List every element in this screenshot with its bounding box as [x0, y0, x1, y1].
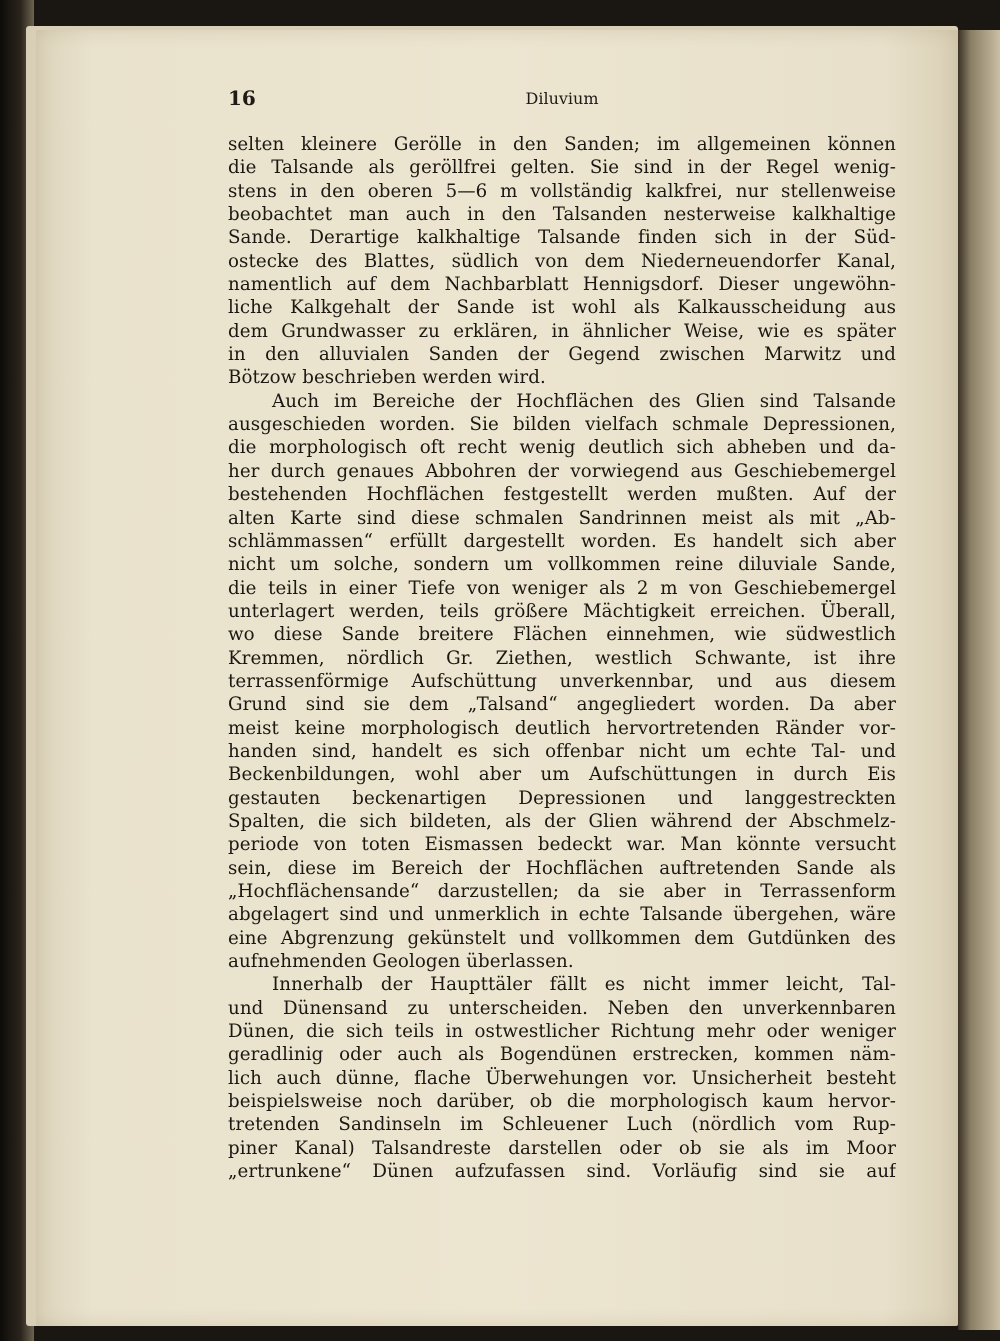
text-line: gestauten beckenartigen Depressionen und langgestreckten: [228, 787, 896, 809]
text-line: stens in den oberen 5—6 m vollständig kalkfrei, nur stellenweise: [228, 180, 896, 202]
text-line: dem Grundwasser zu erklären, in ähnlicher Weise, wie es später: [228, 320, 896, 342]
text-line: Kremmen, nördlich Gr. Ziethen, westlich Schwante, ist ihre: [228, 647, 896, 669]
text-line: liche Kalkgehalt der Sande ist wohl als Kalkausscheidung aus: [228, 297, 896, 319]
text-line: und Dünensand zu unterscheiden. Neben den unverkennbaren: [228, 997, 896, 1019]
text-line: piner Kanal) Talsandreste darstellen oder ob sie als im Moor: [228, 1137, 896, 1159]
text-line: periode von toten Eismassen bedeckt war. Man könnte versucht: [228, 834, 896, 856]
paragraph-start-line: Auch im Bereiche der Hochflächen des Glien sind Talsande: [272, 390, 896, 412]
running-head: Diluvium: [525, 89, 599, 108]
text-line: „ertrunkene“ Dünen aufzufassen sind. Vorläufig sind sie auf: [228, 1161, 896, 1183]
text-line: „Hochflächensande“ darzustellen; da sie aber in Terrassenform: [228, 881, 896, 902]
text-line: handen sind, handelt es sich offenbar nicht um echte Tal- und: [228, 740, 896, 762]
text-line: alten Karte sind diese schmalen Sandrinnen meist als mit „Ab-: [228, 507, 896, 529]
text-line: abgelagert sind und unmerklich in echte Talsande übergehen, wäre: [228, 904, 896, 926]
text-line: Sande. Derartige kalkhaltige Talsande finden sich in der Süd-: [228, 227, 896, 249]
text-line: die morphologisch oft recht wenig deutlich sich abheben und da-: [228, 437, 896, 459]
text-line: die teils in einer Tiefe von weniger als 2 m von Geschiebemergel: [228, 577, 896, 599]
text-line: sein, diese im Bereich der Hochflächen auftretenden Sande als: [228, 857, 896, 879]
facing-page-edge: [958, 30, 1000, 1330]
body-text: [228, 133, 896, 1183]
text-line: namentlich auf dem Nachbarblatt Hennigsdorf. Dieser ungewöhn-: [228, 274, 896, 296]
text-line: Dünen, die sich teils in ostwestlicher Richtung mehr oder weniger: [228, 1021, 896, 1043]
text-line: Grund sind sie dem „Talsand“ angegliedert worden. Da aber: [228, 694, 896, 716]
text-line: beispielsweise noch darüber, ob die morphologisch kaum hervor-: [228, 1091, 896, 1113]
text-line: aufnehmenden Geologen überlassen.: [228, 951, 574, 973]
paragraph-start-line: Innerhalb der Haupttäler fällt es nicht immer leicht, Tal-: [272, 974, 896, 996]
text-line: wo diese Sande breitere Flächen einnehmen, wie südwestlich: [228, 624, 896, 646]
text-line: lich auch dünne, flache Überwehungen vor. Unsicherheit besteht: [228, 1067, 896, 1089]
text-line: meist keine morphologisch deutlich hervortretenden Ränder vor-: [228, 717, 896, 739]
text-line: die Talsande als geröllfrei gelten. Sie sind in der Regel wenig-: [228, 157, 896, 179]
text-line: ostecke des Blattes, südlich von dem Niederneuendorfer Kanal,: [228, 250, 896, 272]
text-line: tretenden Sandinseln im Schleuener Luch (nördlich vom Rup-: [228, 1114, 896, 1136]
text-line: Beckenbildungen, wohl aber um Aufschüttungen in durch Eis: [228, 764, 896, 786]
text-line: eine Abgrenzung gekünstelt und vollkommen dem Gutdünken des: [228, 927, 896, 949]
text-line: in den alluvialen Sanden der Gegend zwischen Marwitz und: [228, 344, 896, 366]
page-number: 16: [228, 86, 256, 110]
text-line: Spalten, die sich bildeten, als der Glien während der Abschmelz-: [228, 810, 896, 832]
text-line: selten kleinere Gerölle in den Sanden; im allgemeinen können: [228, 134, 896, 155]
text-line: geradlinig oder auch als Bogendünen erstrecken, kommen näm-: [228, 1044, 896, 1066]
text-line: beobachtet man auch in den Talsanden nesterweise kalkhaltige: [228, 204, 896, 226]
text-line: unterlagert werden, teils größere Mächtigkeit erreichen. Überall,: [228, 600, 896, 622]
text-line: nicht um solche, sondern um vollkommen reine diluviale Sande,: [228, 554, 896, 576]
text-line: her durch genaues Abbohren der vorwiegend aus Geschiebemergel: [228, 460, 896, 482]
text-line: Bötzow beschrieben werden wird.: [228, 367, 546, 389]
text-line: terrassenförmige Aufschüttung unverkennbar, und aus diesem: [228, 670, 896, 692]
text-line: schlämmassen“ erfüllt dargestellt worden. Es handelt sich aber: [228, 530, 896, 552]
text-line: bestehenden Hochflächen festgestellt werden mußten. Auf der: [228, 484, 896, 506]
text-line: ausgeschieden worden. Sie bilden vielfach schmale Depressionen,: [228, 414, 896, 436]
page-header: [228, 86, 896, 114]
